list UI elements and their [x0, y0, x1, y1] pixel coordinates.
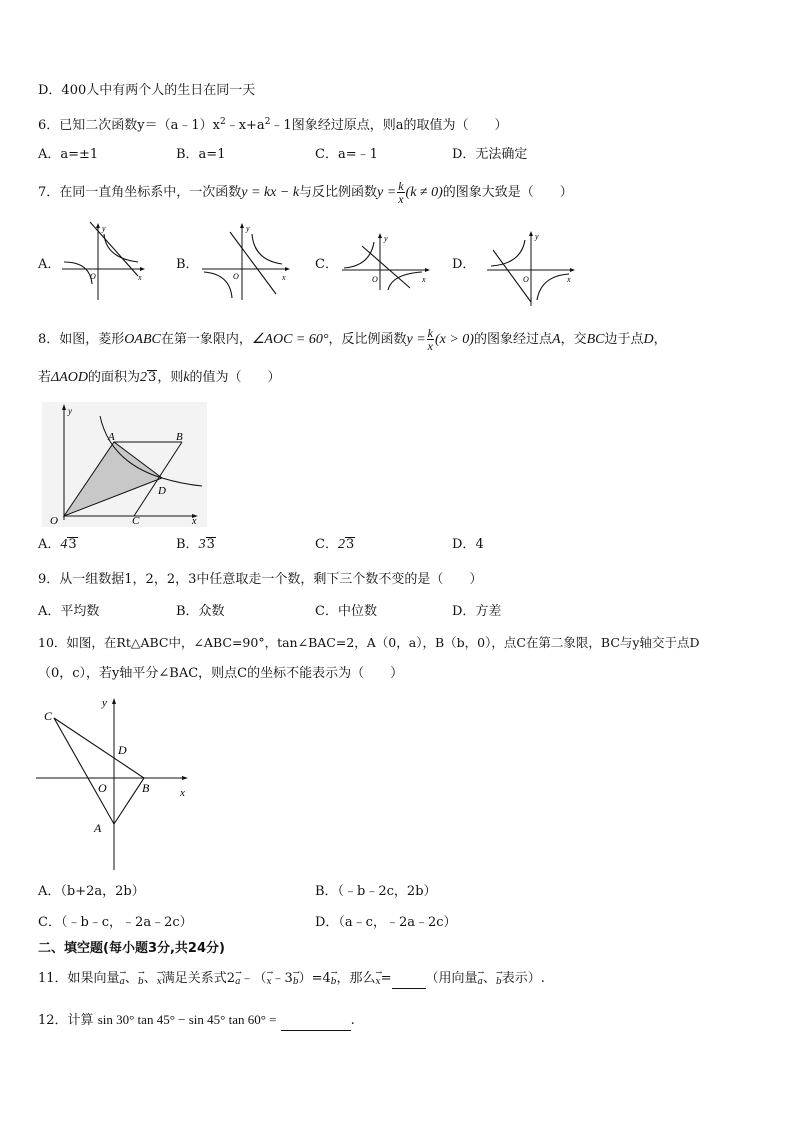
svg-text:x: x: [138, 273, 142, 282]
svg-text:O: O: [50, 515, 58, 527]
svg-text:C: C: [132, 515, 140, 527]
q8-option-a[interactable]: A．43: [38, 537, 77, 552]
svg-text:A: A: [94, 821, 102, 835]
q9-option-d[interactable]: D．方差: [452, 604, 502, 619]
q10-option-d[interactable]: D．（a﹣c，﹣2a﹣2c）: [315, 915, 457, 930]
q10-option-b[interactable]: B．（﹣b﹣2c，2b）: [315, 884, 437, 899]
q8-rhombus-figure: [42, 402, 207, 527]
q10-option-c[interactable]: C．（﹣b﹣c，﹣2a﹣2c）: [38, 915, 193, 930]
q8-stem-line2: 若ΔAOD的面积为23，则k的值为（ ）: [38, 370, 281, 385]
q7-option-c[interactable]: C．: [315, 257, 338, 272]
svg-text:O: O: [98, 781, 107, 795]
q10-option-a[interactable]: A．（b+2a，2b）: [38, 884, 145, 899]
svg-text:D: D: [118, 743, 127, 757]
q6-option-b[interactable]: B．a=1: [176, 147, 226, 162]
svg-text:A: A: [108, 431, 115, 443]
section-title: 二、填空题(每小题3分,共24分): [38, 941, 225, 956]
q6-option-c[interactable]: C．a=﹣1: [315, 147, 378, 162]
svg-text:y: y: [384, 234, 388, 243]
q8-option-d[interactable]: D．4: [452, 537, 484, 552]
q11-answer-blank[interactable]: [392, 970, 426, 989]
svg-text:y: y: [535, 232, 539, 241]
q11-stem: 11．如果向量→ a、→ b、→ x满足关系式2→ a﹣（→ x﹣3→ b）=4→ b，那么→ x= （用向量→ a、→ b表示）.: [38, 970, 545, 991]
q10-stem-line1: 10．如图，在Rt△ABC中，∠ABC=90°，tan∠BAC=2，A（0，a），B（b，0），点C在第二象限，BC与y轴交于点D: [38, 635, 700, 650]
q12-answer-blank[interactable]: [281, 1012, 351, 1031]
q6-stem: 6．已知二次函数$y=(a﹣1)x^2﹣x+a^2﹣1$图象经过原点，则a的取值为（ ）: [38, 117, 508, 133]
q5-option-d: D．400人中有两个人的生日在同一天: [38, 83, 256, 98]
svg-text:x: x: [192, 516, 197, 527]
svg-text:x: x: [422, 275, 426, 284]
svg-text:B: B: [176, 431, 183, 443]
svg-text:y: y: [68, 406, 72, 416]
q6-option-d[interactable]: D．无法确定: [452, 147, 528, 162]
q7-graph-d: [485, 230, 580, 308]
q12-stem: 12．计算 sin 30° tan 45° − sin 45° tan 60° = .: [38, 1011, 355, 1031]
q7-fraction: $\frac{k}{x}$: [398, 179, 404, 206]
svg-text:C: C: [44, 709, 53, 723]
svg-text:O: O: [90, 272, 96, 281]
q8-option-c[interactable]: C．23: [315, 537, 355, 552]
q7-graph-a: [60, 222, 150, 302]
q9-option-b[interactable]: B．众数: [176, 604, 225, 619]
svg-text:x: x: [180, 787, 185, 799]
q9-option-a[interactable]: A．平均数: [38, 604, 100, 619]
svg-text:O: O: [233, 272, 239, 281]
q7-option-b[interactable]: B．: [176, 257, 199, 272]
svg-text:O: O: [372, 275, 378, 284]
q6-option-a[interactable]: A．a=±1: [38, 147, 99, 162]
svg-text:x: x: [282, 273, 286, 282]
svg-text:x: x: [567, 275, 571, 284]
svg-text:D: D: [158, 485, 166, 497]
svg-text:O: O: [523, 275, 529, 284]
svg-text:y: y: [102, 697, 107, 709]
q8-option-b[interactable]: B．33: [176, 537, 215, 552]
svg-text:B: B: [142, 781, 150, 795]
q7-graph-c: [340, 232, 435, 292]
q10-stem-line2: （0，c），若y轴平分∠BAC，则点C的坐标不能表示为（ ）: [38, 666, 404, 681]
q8-stem-line1: 8．如图，菱形OABC在第一象限内，∠AOC = 60°，反比例函数y = $\frac{k}{x}$ (x > 0)的图象经过点A，交BC边于点D，: [38, 326, 667, 353]
svg-text:y: y: [102, 224, 106, 233]
q7-stem: 7．在同一直角坐标系中，一次函数y = kx − k与反比例函数y = $\frac{k}{x}$ (k ≠ 0)的图象大致是（ ）: [38, 179, 573, 206]
q7-graph-b: [200, 222, 295, 302]
q7-option-a[interactable]: A．: [38, 257, 61, 272]
q9-option-c[interactable]: C．中位数: [315, 604, 377, 619]
q7-option-d[interactable]: D．: [452, 257, 476, 272]
q9-stem: 9．从一组数据1，2，2，3中任意取走一个数，剩下三个数不变的是（ ）: [38, 572, 483, 587]
svg-text:y: y: [246, 224, 250, 233]
q10-triangle-figure: [36, 694, 196, 872]
